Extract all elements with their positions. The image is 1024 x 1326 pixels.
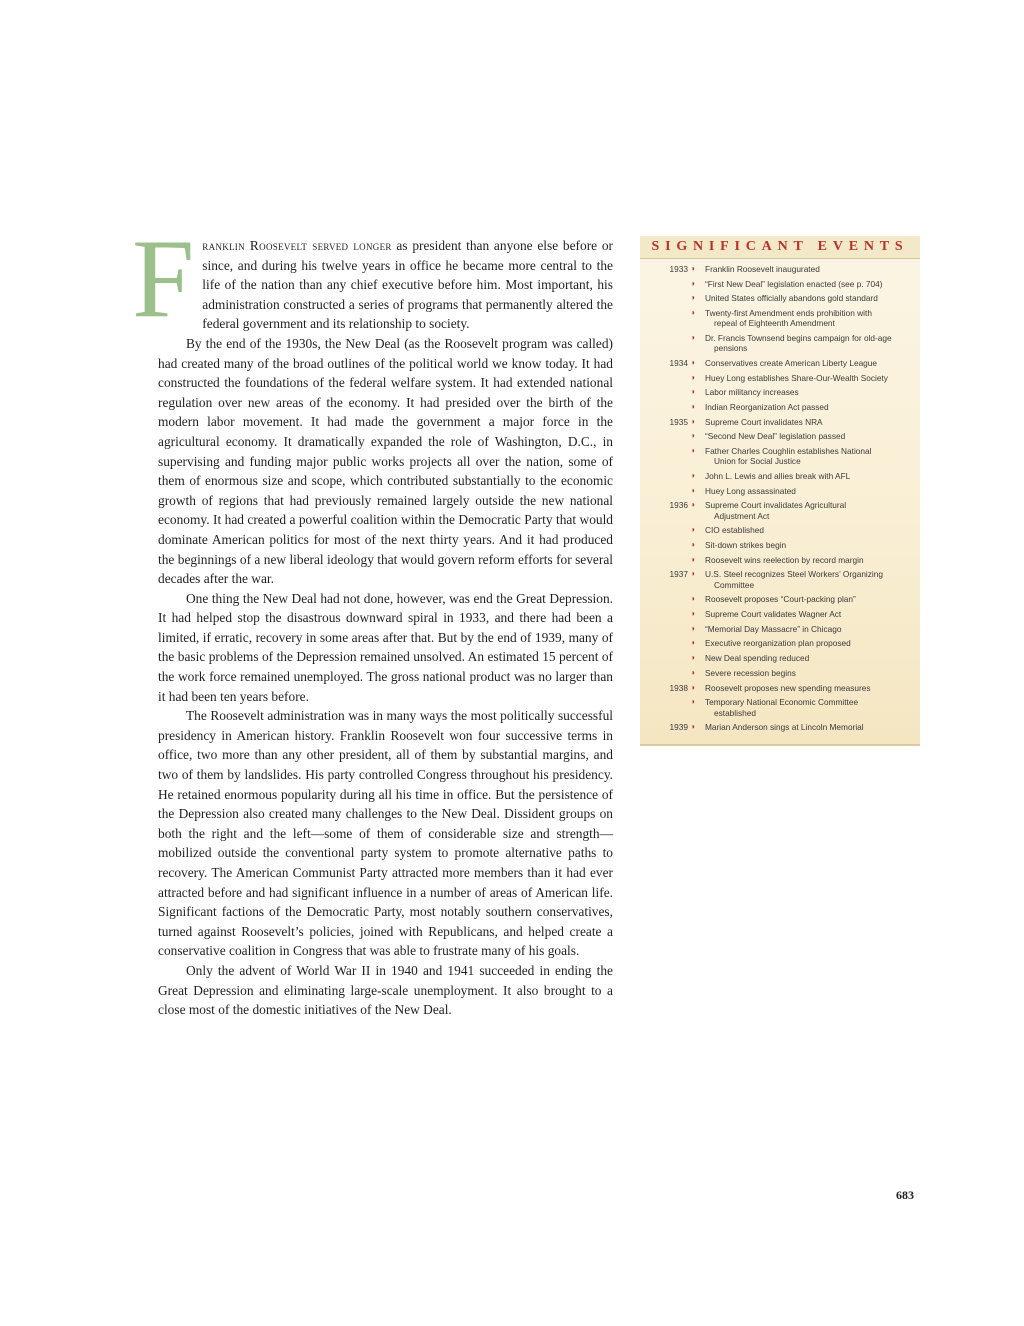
bullet-icon: ◗ — [691, 372, 696, 382]
bullet-icon: ◗ — [691, 594, 696, 604]
event-year: 1935 — [669, 416, 688, 427]
bullet-icon: ◗ — [691, 525, 696, 535]
event-text — [705, 446, 916, 466]
event-item — [640, 402, 916, 412]
event-item — [640, 431, 916, 441]
event-item — [640, 358, 916, 368]
event-item — [640, 471, 916, 481]
significant-events-box — [640, 236, 920, 746]
main-text — [132, 217, 613, 1020]
bullet-icon: ◗ — [691, 554, 696, 564]
bullet-icon: ◗ — [691, 609, 696, 619]
bullet-icon: ◗ — [691, 402, 696, 412]
event-text — [705, 638, 916, 648]
paragraph-1-text: as president than anyone else before or since, and during his twelve years in office he became more central to the life of the nation than any chief executive before him. Most important, his administration constructed a series of programs that permanently altered the federal government and its relationship to society. — [202, 238, 613, 332]
event-text — [705, 555, 916, 565]
event-text-line: Huey Long assassinated — [705, 485, 796, 496]
event-text-line: U.S. Steel recognizes Steel Workers’ Organizing — [705, 569, 883, 580]
event-text-continuation: Adjustment Act — [714, 510, 770, 521]
event-text-line: Roosevelt proposes “Court-packing plan” — [705, 594, 856, 605]
event-text-line: CIO established — [705, 525, 765, 536]
event-text — [705, 540, 916, 550]
event-item — [640, 555, 916, 565]
bullet-icon: ◗ — [691, 308, 696, 318]
event-text-line: Twenty-first Amendment ends prohibition with — [705, 308, 872, 319]
event-text-line: Conservatives create American Liberty League — [705, 357, 878, 368]
event-item — [640, 333, 916, 353]
bullet-icon: ◗ — [691, 653, 696, 663]
event-text-line: Supreme Court invalidates Agricultural — [705, 500, 847, 511]
paragraph-5: Only the advent of World War II in 1940 and 1941 succeeded in ending the Great Depression and eliminating large-scale unemployment. It also brought to a close most of the domestic initiatives of the New Deal. — [158, 962, 613, 1018]
event-text-line: New Deal spending reduced — [705, 653, 810, 664]
event-text — [705, 417, 916, 427]
event-item — [640, 293, 916, 303]
event-item — [640, 486, 916, 496]
event-text-line: Supreme Court invalidates NRA — [705, 416, 823, 427]
event-text — [705, 279, 916, 289]
event-text-line: Executive reorganization plan proposed — [705, 638, 851, 649]
event-text — [705, 264, 916, 274]
event-text-line: Roosevelt proposes new spending measures — [705, 682, 871, 693]
event-text-line: Indian Reorganization Act passed — [705, 402, 829, 413]
event-item — [640, 417, 916, 427]
page-number: 683 — [896, 1188, 914, 1202]
bullet-icon: ◗ — [691, 682, 696, 692]
event-text — [705, 683, 916, 693]
event-text — [705, 308, 916, 328]
bullet-icon: ◗ — [691, 569, 696, 579]
event-item — [640, 373, 916, 383]
bullet-icon: ◗ — [691, 357, 696, 367]
event-item — [640, 722, 916, 732]
opening-smallcaps: ranklin Roosevelt served longer — [202, 238, 392, 253]
bullet-icon: ◗ — [691, 623, 696, 633]
event-text-continuation: Committee — [714, 579, 755, 590]
bullet-icon: ◗ — [691, 333, 696, 343]
event-text — [705, 697, 916, 717]
bullet-icon: ◗ — [691, 278, 696, 288]
bullet-icon: ◗ — [691, 667, 696, 677]
event-text-line: “Second New Deal” legislation passed — [705, 431, 846, 442]
event-text-line: “First New Deal” legislation enacted (see p. 704) — [705, 278, 883, 289]
event-text-line: Labor militancy increases — [705, 387, 799, 398]
bullet-icon: ◗ — [691, 416, 696, 426]
event-item — [640, 624, 916, 634]
event-item — [640, 594, 916, 604]
bullet-icon: ◗ — [691, 500, 696, 510]
event-text — [705, 594, 916, 604]
event-text — [705, 653, 916, 663]
event-text-continuation: repeal of Eighteenth Amendment — [714, 318, 835, 329]
event-text — [705, 486, 916, 496]
paragraph-1 — [132, 217, 613, 341]
paragraph-2: By the end of the 1930s, the New Deal (as the Roosevelt program was called) had created many of the broad outlines of the political world we know today. It had constructed the foundations of the federal welfare system. It had extended national regulation over new areas of the economy. It had presided over the birth of the modern labor movement. It had made the government a major force in the agricultural economy. It dramatically expanded the role of Washington, D.C., in supervising and funding major public works projects all over the nation, some of them of enormous size and scope, which contributed substantially to the economic growth of regions that had previously remained largely outside the new national economy. It had created a powerful coalition within the Democratic Party that would dominate American politics for most of the next thirty years. And it had produced the beginnings of a new liberal ideology that would govern reform efforts for several decades after the war. — [158, 335, 613, 587]
bullet-icon: ◗ — [691, 540, 696, 550]
event-item — [640, 525, 916, 535]
event-year: 1936 — [669, 500, 688, 511]
event-text — [705, 293, 916, 303]
event-text-continuation: Union for Social Justice — [714, 456, 801, 467]
event-item — [640, 264, 916, 274]
event-text-line: United States officially abandons gold standard — [705, 293, 878, 304]
event-item — [640, 387, 916, 397]
paragraph-3: One thing the New Deal had not done, however, was end the Great Depression. It had helped stop the disastrous downward spiral in 1933, and there had been a limited, if erratic, recovery in some areas after that. But by the end of 1939, many of the basic problems of the Depression remained unsolved. An estimated 15 percent of the work force remained unemployed. The gross national product was no larger than it had been ten years before. — [158, 590, 613, 704]
event-item — [640, 446, 916, 466]
event-text — [705, 722, 916, 732]
event-text — [705, 525, 916, 535]
event-year: 1939 — [669, 722, 688, 733]
event-year: 1934 — [669, 357, 688, 368]
event-text — [705, 431, 916, 441]
event-text-line: “Memorial Day Massacre” in Chicago — [705, 623, 842, 634]
event-text — [705, 387, 916, 397]
event-text-line: Temporary National Economic Committee — [705, 697, 859, 708]
event-text-line: Father Charles Coughlin establishes National — [705, 446, 872, 457]
event-item — [640, 540, 916, 550]
event-text-line: Sit-down strikes begin — [705, 540, 787, 551]
event-year: 1938 — [669, 682, 688, 693]
bullet-icon: ◗ — [691, 446, 696, 456]
event-text — [705, 569, 916, 589]
event-text — [705, 609, 916, 619]
significant-events-title: SIGNIFICANT EVENTS — [640, 236, 920, 259]
event-text-continuation: pensions — [714, 343, 748, 354]
bullet-icon: ◗ — [691, 485, 696, 495]
event-year: 1933 — [669, 264, 688, 274]
event-text-line: Huey Long establishes Share-Our-Wealth Society — [705, 372, 888, 383]
event-item — [640, 500, 916, 520]
bullet-icon: ◗ — [691, 471, 696, 481]
event-text — [705, 333, 916, 353]
event-item — [640, 653, 916, 663]
event-text-line: Dr. Francis Townsend begins campaign for old-age — [705, 333, 892, 344]
bullet-icon: ◗ — [691, 638, 696, 648]
bullet-icon: ◗ — [691, 697, 696, 707]
event-text-line: Franklin Roosevelt inaugurated — [705, 264, 820, 274]
event-item — [640, 609, 916, 619]
event-item — [640, 668, 916, 678]
events-list — [640, 259, 920, 732]
event-item — [640, 638, 916, 648]
event-text-line: Supreme Court validates Wagner Act — [705, 609, 842, 620]
bullet-icon: ◗ — [691, 722, 696, 732]
event-text-line: Roosevelt wins reelection by record margin — [705, 554, 864, 565]
drop-cap: F — [132, 217, 195, 341]
event-item — [640, 279, 916, 289]
event-text — [705, 373, 916, 383]
event-text — [705, 500, 916, 520]
bullet-icon: ◗ — [691, 264, 696, 273]
bullet-icon: ◗ — [691, 387, 696, 397]
event-text — [705, 471, 916, 481]
event-item — [640, 697, 916, 717]
event-item — [640, 308, 916, 328]
event-text — [705, 668, 916, 678]
event-text-line: Severe recession begins — [705, 667, 796, 678]
event-item — [640, 569, 916, 589]
bullet-icon: ◗ — [691, 431, 696, 441]
event-text-line: John L. Lewis and allies break with AFL — [705, 471, 851, 482]
event-text-continuation: established — [714, 707, 756, 718]
event-year: 1937 — [669, 569, 688, 580]
event-text-line: Marian Anderson sings at Lincoln Memorial — [705, 722, 864, 733]
event-text — [705, 402, 916, 412]
event-text — [705, 358, 916, 368]
paragraph-4: The Roosevelt administration was in many ways the most politically successful presidency in American history. Franklin Roosevelt won four successive terms in office, two more than any other president, all of them by substantial margins, and two of them by landslides. His party controlled Congress throughout his presidency. He retained enormous popularity during all his time in office. But the persistence of the Depression also created many challenges to the New Deal. Dissident groups on both the right and the left—some of them of considerable size and strength—mobilized outside the conventional party system to promote alternative paths to recovery. The American Communist Party attracted more members than it had ever attracted before and had significant influence in a number of areas of American life. Significant factions of the Democratic Party, most notably southern conservatives, turned against Roosevelt’s policies, joined with Republicans, and helped create a conservative coalition in Congress that was able to frustrate many of his goals. — [158, 708, 613, 959]
event-text — [705, 624, 916, 634]
bullet-icon: ◗ — [691, 293, 696, 303]
event-item — [640, 683, 916, 693]
